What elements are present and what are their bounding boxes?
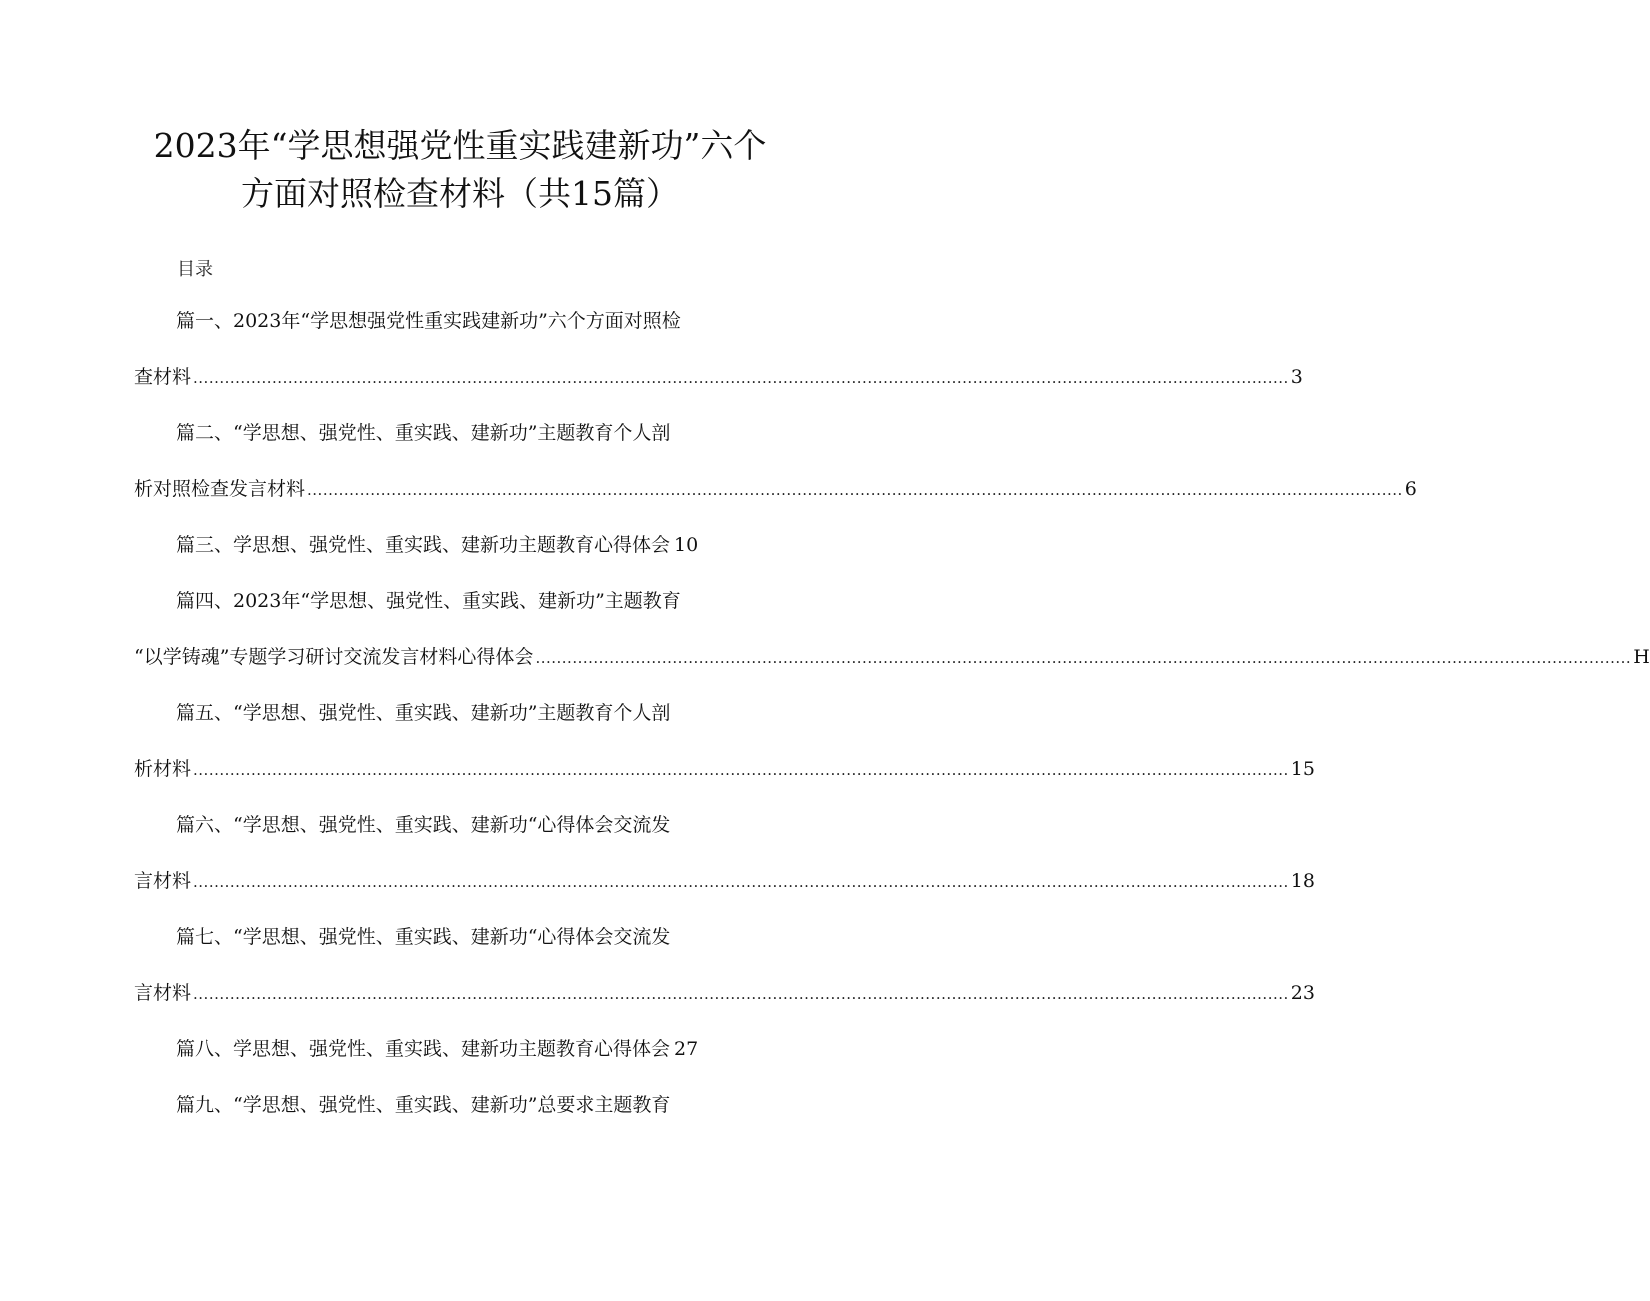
toc-entry-3 — [176, 532, 698, 558]
dot-leader: ................................................................................................................................................................................................................ — [307, 481, 1403, 499]
toc-entry-1-line-1: 篇一、2023年“学思想强党性重实践建新功”六个方面对照检 — [176, 310, 681, 332]
document-title-line-2: 方面对照检查材料（共15篇） — [241, 174, 679, 213]
toc-entry-text: 言材料 — [134, 982, 192, 1004]
dot-leader: ................................................................................................................................................................................................................ — [193, 761, 1289, 779]
dot-leader: ................................................................................................................................................................................................................ — [193, 873, 1289, 891]
toc-entry-4-line-2 — [134, 644, 1650, 671]
toc-entry-text: 篇三、学思想、强党性、重实践、建新功主题教育心得体会 — [176, 534, 671, 556]
toc-page-number: H — [1633, 646, 1650, 668]
toc-entry-text: 查材料 — [134, 366, 192, 388]
toc-page-number: 6 — [1404, 478, 1417, 500]
toc-entry-6-line-2 — [134, 868, 1315, 895]
toc-entry-4-line-1: 篇四、2023年“学思想、强党性、重实践、建新功”主题教育 — [176, 590, 681, 612]
toc-entry-text: 析对照检查发言材料 — [134, 478, 306, 500]
toc-page-number: 3 — [1290, 366, 1303, 388]
toc-entry-text: 析材料 — [134, 758, 192, 780]
toc-entry-7-line-2 — [134, 980, 1315, 1007]
toc-heading: 目录 — [177, 259, 213, 280]
toc-entry-2-line-1: 篇二、“学思想、强党性、重实践、建新功”主题教育个人剖 — [176, 422, 671, 444]
toc-page-number: 18 — [1290, 870, 1315, 892]
toc-page-number: 23 — [1290, 982, 1315, 1004]
toc-entry-9-line-1: 篇九、“学思想、强党性、重实践、建新功”总要求主题教育 — [176, 1094, 671, 1116]
toc-entry-8 — [176, 1036, 698, 1062]
toc-entry-6-line-1: 篇六、“学思想、强党性、重实践、建新功“心得体会交流发 — [176, 814, 671, 836]
toc-entry-5-line-1: 篇五、“学思想、强党性、重实践、建新功”主题教育个人剖 — [176, 702, 671, 724]
document-title-line-1: 2023年“学思想强党性重实践建新功”六个 — [153, 126, 767, 165]
toc-entry-text: “以学铸魂”专题学习研讨交流发言材料心得体会 — [134, 646, 534, 668]
toc-entry-7-line-1: 篇七、“学思想、强党性、重实践、建新功“心得体会交流发 — [176, 926, 671, 948]
dot-leader: ................................................................................................................................................................................................................ — [193, 985, 1289, 1003]
toc-entry-1-line-2 — [134, 364, 1303, 391]
toc-page-number: 27 — [674, 1038, 699, 1060]
toc-entry-2-line-2 — [134, 476, 1417, 503]
toc-page-number: 10 — [674, 534, 699, 556]
toc-page-number: 15 — [1290, 758, 1315, 780]
toc-entry-text: 言材料 — [134, 870, 192, 892]
toc-entry-5-line-2 — [134, 756, 1315, 783]
dot-leader: ................................................................................................................................................................................................................ — [193, 369, 1289, 387]
dot-leader: ................................................................................................................................................................................................................ — [535, 649, 1632, 667]
toc-entry-text: 篇八、学思想、强党性、重实践、建新功主题教育心得体会 — [176, 1038, 671, 1060]
